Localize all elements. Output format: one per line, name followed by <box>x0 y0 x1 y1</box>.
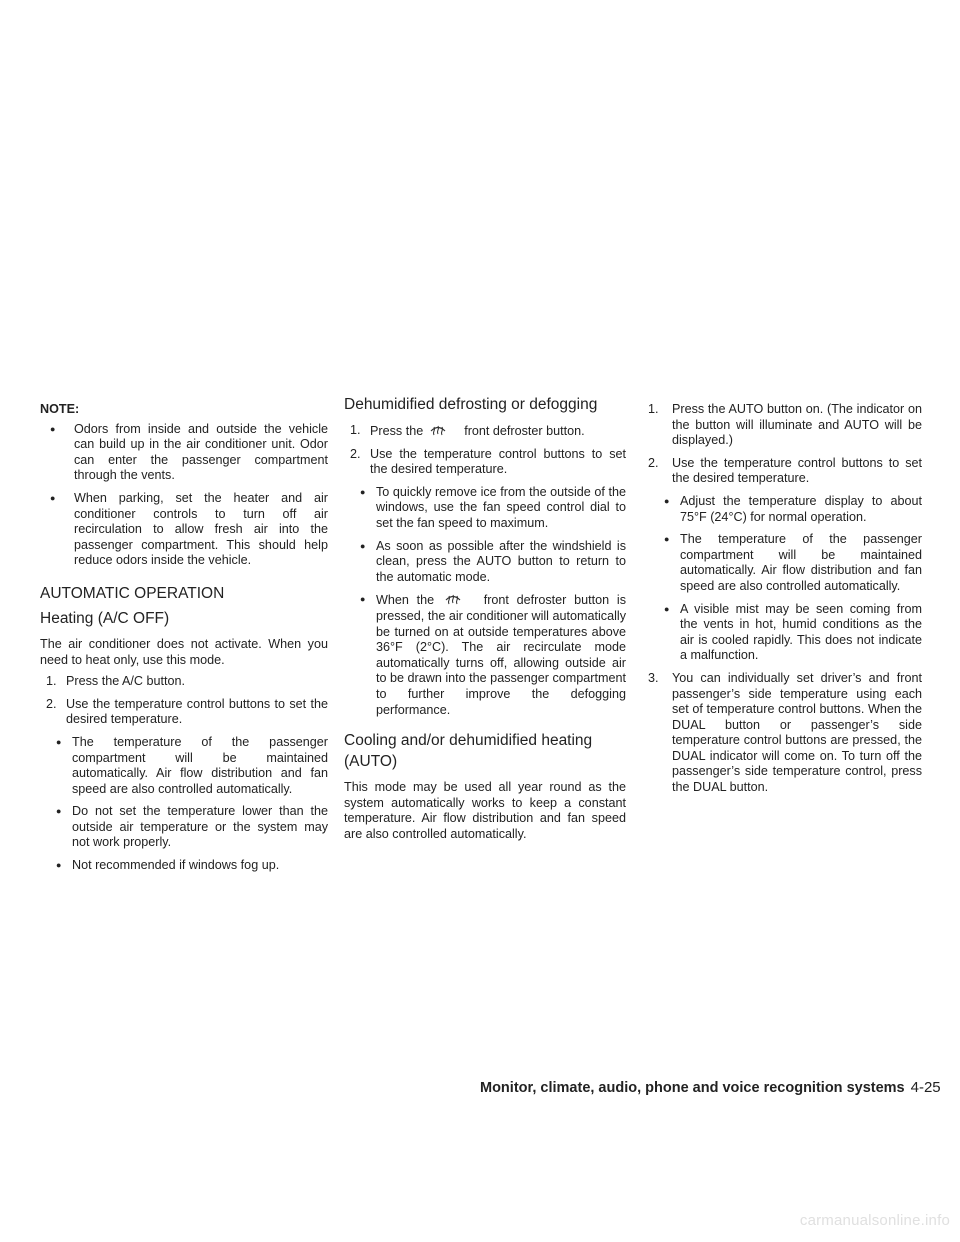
bullet-text: When the <box>376 593 435 608</box>
intro-paragraph: The air conditioner does not activate. When you need to heat only, use this mode. <box>40 636 328 667</box>
step-number: 2. <box>46 696 57 711</box>
list-item <box>648 671 922 796</box>
list-item: ● The temperature of the passenger compartment will be maintained automatically. Air flow distribution and fan speed are also controlled automatically. <box>40 735 328 797</box>
list-item: ● As soon as possible after the windshield is clean, press the AUTO button to return to the automatic mode. <box>344 539 626 586</box>
watermark: carmanualsonline.info <box>799 1212 950 1229</box>
column-right <box>648 402 922 803</box>
step-text: Press the AUTO button on. (The indicator on the button will illuminate and AUTO will be displayed.) <box>672 402 922 448</box>
list-item: ● Do not set the temperature lower than the outside air temperature or the system may not work properly. <box>40 804 328 851</box>
list-item <box>344 592 626 718</box>
auto-steps <box>648 402 922 796</box>
section-heading: AUTOMATIC OPERATION <box>40 584 225 602</box>
step-text: front defroster button. <box>464 424 585 438</box>
bullet-text: front defroster button is pressed, the air conditioner will automatically be turned on at outside temperatures above 36°F (2°C). The air recirculate mode automatically turns off, allowing outside air to be drawn into the passenger compartment to further improve the defogging performance. <box>376 593 626 717</box>
list-item <box>648 456 922 487</box>
list-item <box>344 423 626 440</box>
step-number: 1. <box>648 402 659 416</box>
step-number: 2. <box>350 446 361 461</box>
list-item <box>344 447 626 478</box>
note-label: NOTE: <box>40 402 80 416</box>
heating-steps <box>40 674 328 874</box>
step-text: Use the temperature control buttons to set the desired temperature. <box>370 446 626 477</box>
column-left <box>40 402 328 881</box>
defrost-steps <box>344 423 626 718</box>
list-item: ● To quickly remove ice from the outside of the windows, use the fan speed control dial to set the fan speed to maximum. <box>344 485 626 532</box>
sub-heading-heating: Heating (A/C OFF) <box>40 609 170 627</box>
defroster-icon <box>444 592 462 606</box>
list-item <box>648 402 922 449</box>
cooling-paragraph: This mode may be used all year round as the system automatically works to keep a constant temperature. Air flow distribution and fan speed are also controlled automatically. <box>344 780 626 841</box>
defroster-icon <box>429 423 447 437</box>
list-item: ● Adjust the temperature display to about 75°F (24°C) for normal operation. <box>648 494 922 525</box>
step-number: 3. <box>648 670 659 685</box>
list-item <box>40 697 328 728</box>
footer-title: Monitor, climate, audio, phone and voice recognition systems <box>480 1080 905 1096</box>
step-text: Use the temperature control buttons to set the desired temperature. <box>672 455 922 486</box>
page-number: 4-25 <box>910 1079 941 1096</box>
step-text: Press the A/C button. <box>66 674 186 689</box>
step-text: You can individually set driver’s and front passenger’s side temperature using each set of temperature control buttons. When the DUAL button or passenger’s side temperature control buttons are pressed, the DUAL indicator will come on. To turn off the passenger’s side temperature control, press the DUAL button. <box>672 670 922 795</box>
step-number: 1. <box>350 423 361 437</box>
step-text: Use the temperature control buttons to set the desired temperature. <box>66 696 328 727</box>
list-item: ● A visible mist may be seen coming from the vents in hot, humid conditions as the air is cooled rapidly. This does not indicate a malfunction. <box>648 602 922 664</box>
sub-heading-defrosting: Dehumidified defrosting or defogging <box>344 396 598 413</box>
list-item <box>40 674 328 690</box>
list-item: ● The temperature of the passenger compartment will be maintained automatically. Air flow distribution and fan speed are also controlled automatically. <box>648 532 922 594</box>
page-footer <box>480 1079 941 1096</box>
note-bullet: ● When parking, set the heater and air conditioner controls to turn off air recirculation to allow fresh air into the passenger compartment. This should help reduce odors inside the vehicle. <box>40 491 328 569</box>
sub-heading-cooling: Cooling and/or dehumidified heating (AUTO) <box>344 732 593 771</box>
step-number: 1. <box>46 674 57 689</box>
list-item: ● Not recommended if windows fog up. <box>40 858 328 874</box>
column-middle <box>344 396 626 848</box>
step-number: 2. <box>648 455 659 470</box>
step-text: Press the <box>370 424 424 438</box>
note-bullet: ● Odors from inside and outside the vehicle can build up in the air conditioner unit. Odor can enter the passenger compartment through the vents. <box>40 422 328 484</box>
note-list <box>40 422 328 569</box>
